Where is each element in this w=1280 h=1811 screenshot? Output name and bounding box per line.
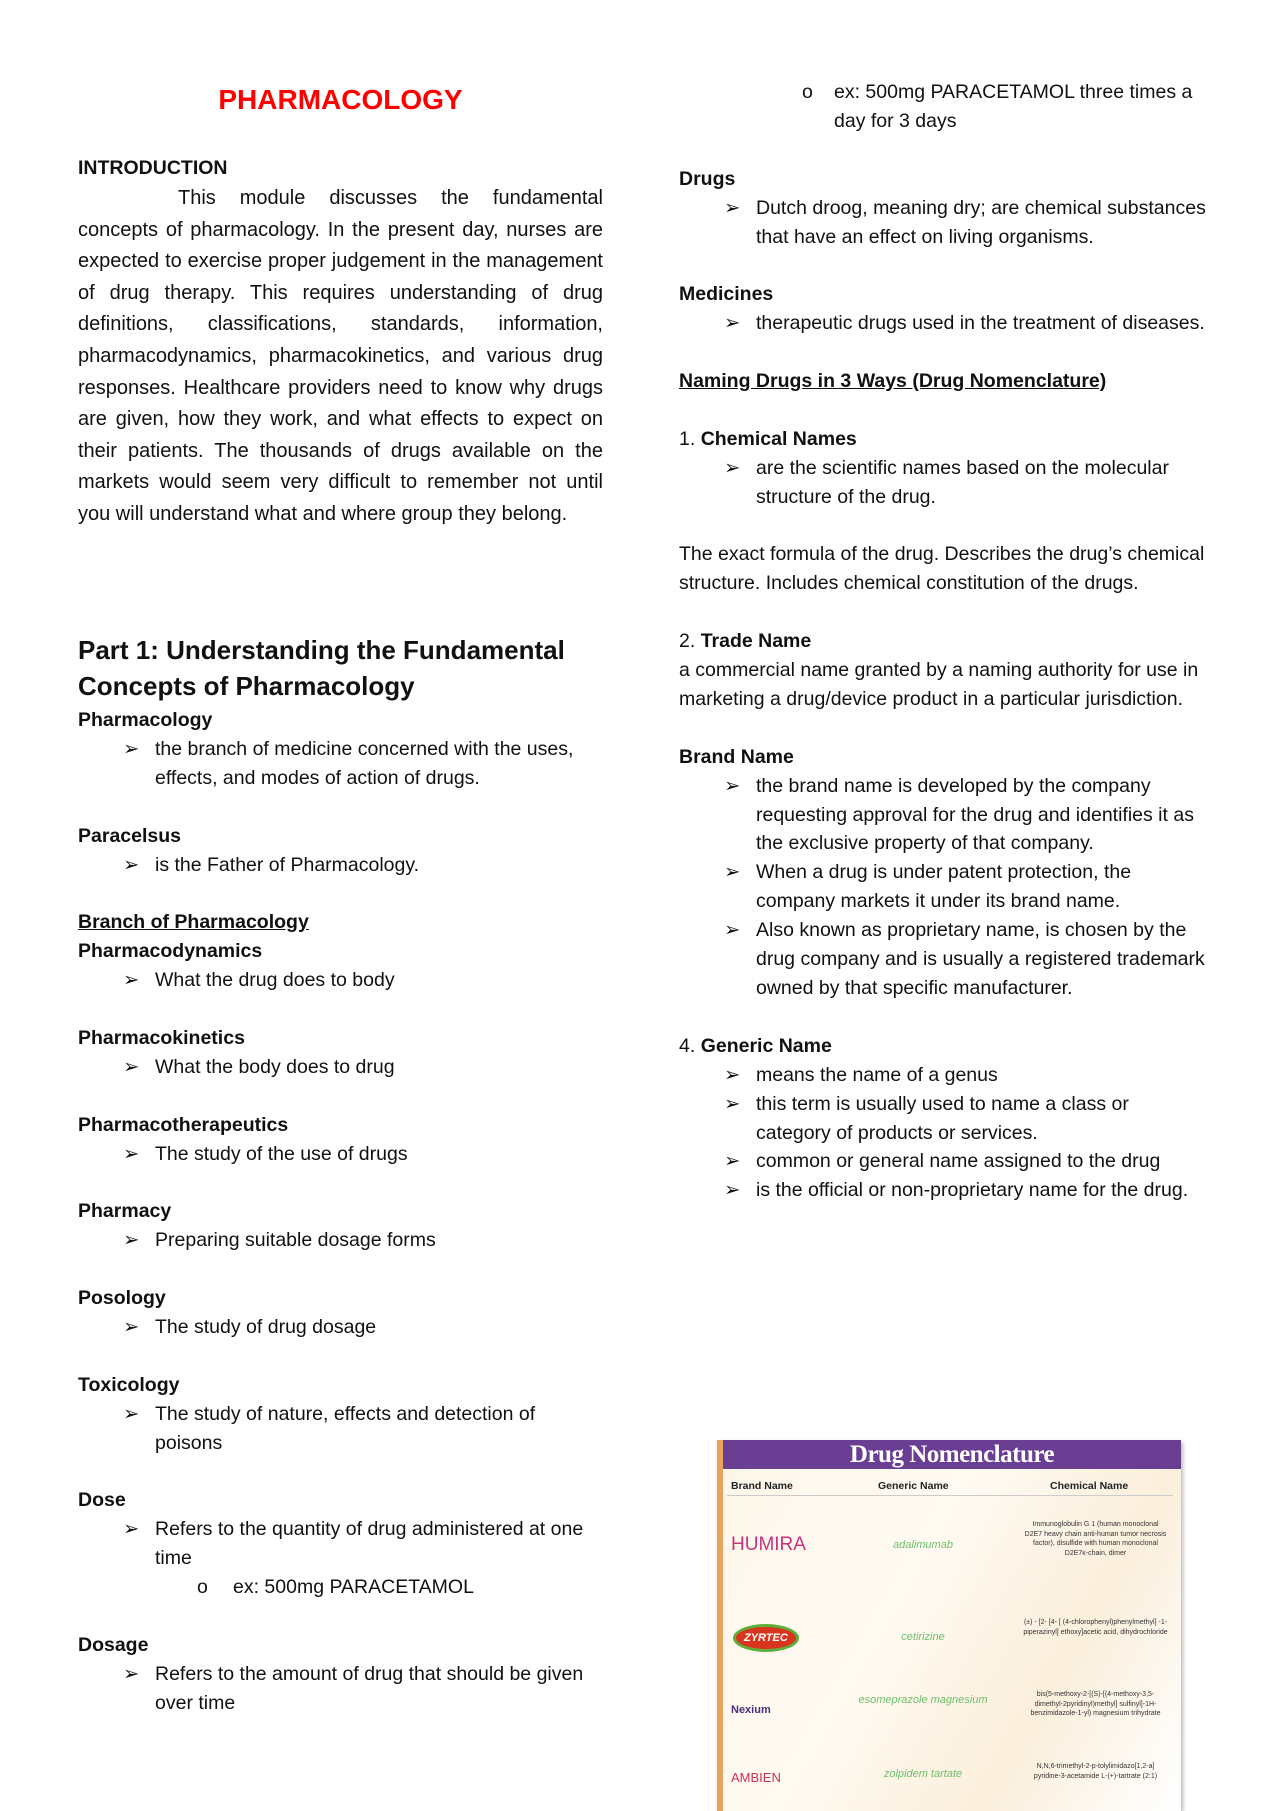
arrow-bullet-icon: ➢ [123,1315,140,1338]
bullet-text: the branch of medicine concerned with the uses, effects, and modes of action of drugs. [155,737,574,789]
circle-bullet-icon: o [802,81,813,103]
generic-name-heading [679,1032,1209,1061]
list-number: 4. [679,1034,696,1057]
term-medicines: Medicines [679,283,774,306]
arrow-bullet-icon: ➢ [123,1402,140,1425]
introduction-paragraph [78,183,603,531]
bullet-item [78,1515,603,1573]
bullet-text: is the Father of Pharmacology. [155,853,420,876]
term-pharmacodynamics: Pharmacodynamics [78,940,263,963]
generic-name: esomeprazole magnesium [858,1694,988,1706]
chemical-name: N,N,6-trimethyl-2-p-tolylimidazo[1,2-a] pyridine-3-acetamide L-(+)-tartrate (2:1) [1033,1763,1158,1780]
bullet-item [679,858,1209,916]
bullet-text: Also known as proprietary name, is chosen by the drug company and is usually a registered trademark owned by that specific manufacturer. [756,919,1205,999]
bullet-text: means the name of a genus [756,1063,998,1086]
term-brand-name: Brand Name [679,745,794,768]
bullet-item [679,194,1209,252]
bullet-text: is the official or non-proprietary name for the drug. [756,1179,1189,1202]
arrow-bullet-icon: ➢ [123,853,140,876]
bullet-item [679,1147,1209,1176]
bullet-text: What the drug does to body [155,969,395,992]
arrow-bullet-icon: ➢ [123,1229,140,1252]
bullet-item [78,1226,603,1255]
sub-bullet-item [679,78,1209,136]
bullet-item [679,1061,1209,1090]
arrow-bullet-icon: ➢ [123,1055,140,1078]
figure-title: Drug Nomenclature [723,1440,1181,1469]
trade-name-description: a commercial name granted by a naming authority for use in marketing a drug/device product in a particular jurisdiction. [679,659,1199,710]
term-paracelsus: Paracelsus [78,824,181,847]
bullet-text: this term is usually used to name a class or category of products or services. [756,1092,1129,1144]
chemical-name: Immunoglobulin G 1 (human monoclonal D2E7 heavy chain anti-human tumor necrosis factor), disulfide with human monoclonal D2E7κ-chain, dimer [1024,1521,1167,1557]
zyrtec-logo: ZYRTEC [733,1624,799,1652]
arrow-bullet-icon: ➢ [123,1662,140,1685]
humira-logo: HUMIRA [731,1534,806,1555]
column-header-chemical: Chemical Name [1050,1480,1129,1492]
trade-name-heading [679,627,1209,656]
arrow-bullet-icon: ➢ [724,1092,741,1115]
arrow-bullet-icon: ➢ [123,737,140,760]
arrow-bullet-icon: ➢ [724,919,741,942]
bullet-item [78,1660,603,1718]
example-text: ex: 500mg PARACETAMOL three times a day for 3 days [834,81,1193,132]
bullet-text: common or general name assigned to the drug [756,1150,1161,1173]
arrow-bullet-icon: ➢ [724,1150,741,1173]
list-number: 1. [679,427,696,450]
chemical-names-description: The exact formula of the drug. Describes the drug’s chemical structure. Includes chemical constitution of the drugs. [679,543,1205,595]
bullet-item [78,1313,603,1342]
bullet-item [679,309,1209,338]
generic-name: adalimumab [893,1539,953,1551]
generic-name: zolpidem tartate [883,1768,963,1780]
bullet-text: The study of the use of drugs [155,1142,408,1165]
bullet-text: Preparing suitable dosage forms [155,1229,436,1252]
arrow-bullet-icon: ➢ [724,312,741,335]
sub-bullet-item [78,1573,603,1602]
document-title: PHARMACOLOGY [218,84,463,115]
term-pharmacokinetics: Pharmacokinetics [78,1026,245,1049]
arrow-bullet-icon: ➢ [724,196,741,219]
arrow-bullet-icon: ➢ [123,1142,140,1165]
bullet-text: therapeutic drugs used in the treatment of diseases. [756,312,1205,335]
arrow-bullet-icon: ➢ [724,774,741,797]
left-column-definitions [78,706,603,1718]
term-pharmacotherapeutics: Pharmacotherapeutics [78,1113,289,1136]
chemical-names-heading [679,425,1209,454]
circle-bullet-icon: o [197,1576,208,1599]
term-generic-name: Generic Name [700,1034,832,1057]
chemical-name: bis(5-methoxy-2-[(S)-[(4-methoxy-3,5-dimethyl-2pyridinyl)methyl] sulfinyl]-1H-benzimidazole-1-yl) magnesium trihydrate [1030,1691,1161,1717]
column-header-generic: Generic Name [878,1480,949,1492]
arrow-bullet-icon: ➢ [123,1518,140,1541]
bullet-item [78,1053,603,1082]
bullet-item [679,772,1209,859]
example-text: ex: 500mg PARACETAMOL [233,1576,474,1599]
bullet-text: The study of drug dosage [155,1315,377,1338]
generic-name: cetirizine [901,1631,945,1643]
arrow-bullet-icon: ➢ [724,861,741,884]
term-drugs: Drugs [679,167,736,190]
naming-heading: Naming Drugs in 3 Ways (Drug Nomenclature) [679,370,1107,393]
bullet-text: When a drug is under patent protection, the company markets it under its brand name. [756,861,1132,913]
drug-nomenclature-figure [717,1440,1181,1811]
bullet-text: are the scientific names based on the molecular structure of the drug. [756,456,1169,508]
bullet-text: What the body does to drug [155,1055,395,1078]
term-pharmacy: Pharmacy [78,1200,172,1223]
bullet-item [78,1140,603,1169]
list-number: 2. [679,630,696,653]
bullet-text: the brand name is developed by the company requesting approval for the drug and identifies it as the exclusive property of that company. [756,774,1194,855]
chemical-name: (±) - [2- [4- [ (4-chlorophenyl)phenylmethyl] -1- piperazinyl] ethoxy]acetic acid, dihydrochloride [1023,1619,1168,1636]
term-chemical-names: Chemical Names [700,427,857,450]
header-divider [727,1495,1173,1496]
term-dosage: Dosage [78,1633,149,1656]
nexium-logo: Nexium [731,1704,771,1716]
bullet-item [78,735,603,793]
bullet-item [679,454,1209,512]
arrow-bullet-icon: ➢ [724,456,741,479]
ambien-logo: AMBIEN [731,1770,781,1785]
bullet-item [78,966,603,995]
bullet-text: Dutch droog, meaning dry; are chemical substances that have an effect on living organisms. [756,196,1206,248]
column-header-brand: Brand Name [731,1480,793,1492]
term-toxicology: Toxicology [78,1373,180,1396]
bullet-text: The study of nature, effects and detection of poisons [155,1402,536,1454]
introduction-text: This module discusses the fundamental concepts of pharmacology. In the present day, nurses are expected to exercise proper judgement in the management of drug therapy. This requires understanding of drug definitions, classifications, standards, information, pharmacodynamics, pharmacokinetics, and various drug responses. Healthcare providers need to know why drugs are given, how they work, and what effects to expect on their patients. The thousands of drugs available on the markets would seem very difficult to remember not until you will understand what and where group they belong. [78,187,603,525]
branch-heading: Branch of Pharmacology [78,911,309,934]
introduction-heading: INTRODUCTION [78,157,228,179]
arrow-bullet-icon: ➢ [724,1179,741,1202]
bullet-item [78,1400,603,1458]
bullet-text: Refers to the quantity of drug administered at one time [155,1518,584,1570]
bullet-item [679,916,1209,1003]
term-pharmacology: Pharmacology [78,709,213,731]
bullet-item [679,1090,1209,1148]
part1-heading: Part 1: Understanding the Fundamental Concepts of Pharmacology [78,635,565,701]
term-trade-name: Trade Name [700,630,812,653]
arrow-bullet-icon: ➢ [123,969,140,992]
right-column [679,78,1209,1205]
term-posology: Posology [78,1287,166,1310]
bullet-item [679,1176,1209,1205]
bullet-item [78,851,603,880]
arrow-bullet-icon: ➢ [724,1063,741,1086]
bullet-text: Refers to the amount of drug that should be given over time [155,1662,584,1714]
term-dose: Dose [78,1489,126,1512]
